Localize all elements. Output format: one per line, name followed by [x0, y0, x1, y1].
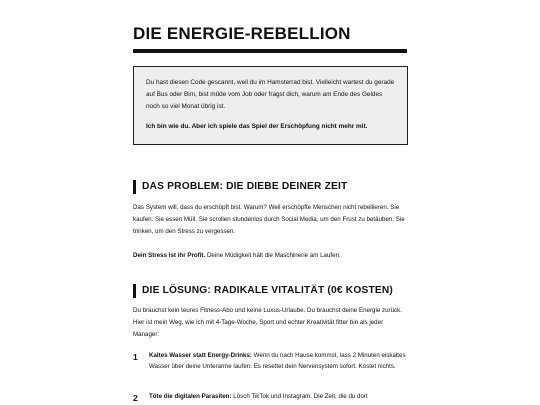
solution-intro: Du brauchst kein teures Fitness-Abo und keine Luxus-Urlaube. Du brauchst deine Energie zurück. Hier ist mein Weg, wie ich mit 4-Tage-Woche, Sport und echter Kreativität fitter bin als jeder Manager: [133, 307, 402, 338]
step-number: 1 [133, 352, 138, 362]
problem-paragraph: Das System will, dass du erschöpft bist. Warum? Weil erschöpfte Menschen nicht rebellieren. Sie kaufen. Sie essen Müll. Sie scrollen stundenlos durch Social Media, um den Frust zu betäuben. Sie trinken, um den Stress zu vergessen. [133, 204, 405, 235]
step-text [149, 391, 409, 402]
step-text [149, 350, 409, 373]
problem-conclusion-rest: Deine Müdigkeit hält die Maschinerie am Laufen. [205, 252, 341, 259]
step-title: Töte die digitalen Parasiten: [149, 393, 232, 400]
step-body: Lösch TikTok und Instagram. Die Zeit, die du dort [231, 393, 368, 400]
problem-conclusion-bold: Dein Stress ist ihr Profit. [133, 252, 206, 259]
page-title: DIE ENERGIE-REBELLION [133, 24, 351, 43]
solution-heading: DIE LÖSUNG: RADIKALE VITALITÄT (0€ KOSTEN) [133, 284, 393, 298]
step-body: Wenn du nach Hause kommst, lass 2 Minuten eiskaltes Wasser über deine Unterarme laufen. Es resettet dein Nervensystem sofort. Kostet nichts. [149, 352, 406, 371]
callout-text: Du hast diesen Code gescannt, weil du im Hamsterrad bist. Vielleicht wartest du gerade auf Bus oder Bim, bist müde vom Job oder fragst dich, warum am Ende des Geldes noch so viel Monat übrig ist. [146, 79, 395, 110]
intro-callout-box [133, 66, 408, 145]
problem-conclusion [133, 250, 409, 262]
problem-heading: DAS PROBLEM: DIE DIEBE DEINER ZEIT [133, 180, 347, 194]
step-title: Kaltes Wasser statt Energy-Drinks: [149, 352, 252, 359]
callout-emphasis: Ich bin wie du. Aber ich spiele das Spiel der Erschöpfung nicht mehr mit. [146, 123, 368, 131]
step-number: 2 [133, 393, 138, 403]
title-underline [133, 49, 407, 53]
